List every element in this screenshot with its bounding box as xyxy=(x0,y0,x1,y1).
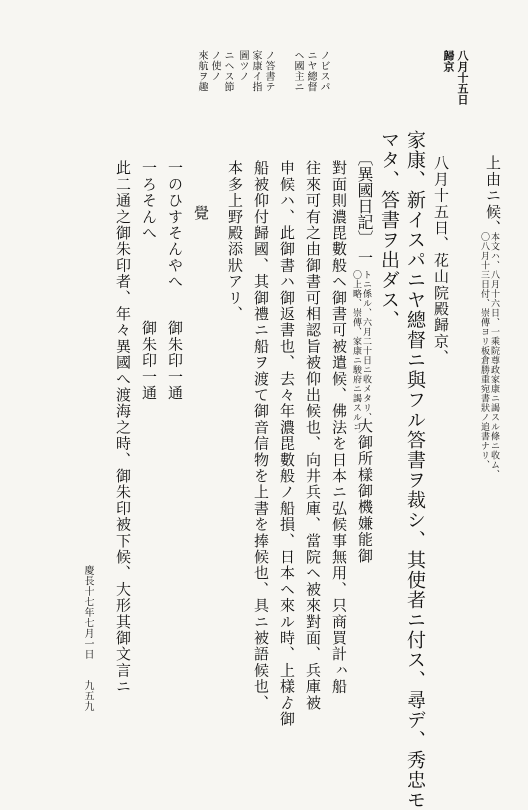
summary-line-5-visible: 家康イ指 xyxy=(250,50,261,92)
col3-title: 家康、新イスパニヤ總督ニ與フル答書ヲ裁シ、其使者ニ付ス、尋デ、秀忠モ xyxy=(404,130,426,810)
summary-line-8-visible: ノ使ノ xyxy=(209,50,220,82)
summary-line-9-visible: 來航ヲ趣 xyxy=(196,50,207,92)
col5-note-b: トニ係ル、六月二十日ニ收メタリ、 xyxy=(361,270,371,422)
summary-line-3-visible: ヘ國主ニ xyxy=(292,50,303,92)
col1-text: 上由ニ候、 xyxy=(484,155,502,236)
col5-bracket: 〔異國日記〕 xyxy=(355,150,374,246)
col10-body: 本多上野殿添狀アリ、 xyxy=(226,160,244,322)
col1-note-a: 〇八月十三日付、崇傳ヨリ板倉勝重宛書狀ノ追書ナリ、 xyxy=(479,232,489,470)
col2-heading: 八月十五日、花山院殿歸京、 xyxy=(432,155,450,366)
col5-roman: 一 xyxy=(356,250,374,267)
summary-line-4-visible: ノ答書テ xyxy=(263,50,274,92)
summary-line-6-visible: 圖ツノ xyxy=(237,50,248,82)
col1-note-b: 本文ハ、八月十六日、一乘院尊政家康ニ謁スル條ニ收ム、 xyxy=(489,232,499,479)
col13-seal: 御朱印一通 xyxy=(140,320,158,401)
summary-line-2-visible: ニヤ總督 xyxy=(305,50,316,92)
col15-date: 慶長十七年七月一日 xyxy=(82,565,93,660)
col12-item: 一のひすそんやへ xyxy=(166,160,184,290)
header-date: 八月十五日 xyxy=(456,50,469,105)
col6-body: 對面則濃毘數般ヘ御書可被遣候、佛法を日本ニ弘候事無用、只商買計ㇵ船 xyxy=(330,160,348,695)
col4-title: マタ、答書ヲ出ダス、 xyxy=(378,130,400,330)
summary-line-1-visible: ノビスパ xyxy=(318,50,329,92)
col14-body: 此二通之御朱印者、年々異國へ渡海之時、御朱印被下候、大形其御文言ニ xyxy=(114,160,132,695)
col7-body: 往來可有之由御書可相認旨被仰出候也、向井兵庫、當院ヘ被來對面、兵庫被 xyxy=(304,160,322,711)
col5-body: 大御所樣御機嫌能御 xyxy=(356,418,374,564)
col9-body: 船被仰付歸國、其御禮ニ船ヲ渡て御音信物を上書を捧候也、具ニ被語候也、 xyxy=(252,160,270,711)
col12-seal: 御朱印一通 xyxy=(166,320,184,401)
col11-heading: 覺 xyxy=(192,205,210,222)
header-event: 歸京 xyxy=(442,50,455,72)
col8-body: 申候ハ、此御書ハ御返書也、去々年濃毘數般ノ船損、日本ヘ來ル時、上樣ゟ御 xyxy=(278,160,296,727)
summary-line-7-visible: ニヘス節 xyxy=(222,50,233,92)
col5-note-a: 〇上略、崇傳、家康ニ駿府ニ謁スルコ xyxy=(351,270,361,432)
page-number: 九五九 xyxy=(82,680,93,712)
col13-item: 一ろそんへ xyxy=(140,160,158,241)
